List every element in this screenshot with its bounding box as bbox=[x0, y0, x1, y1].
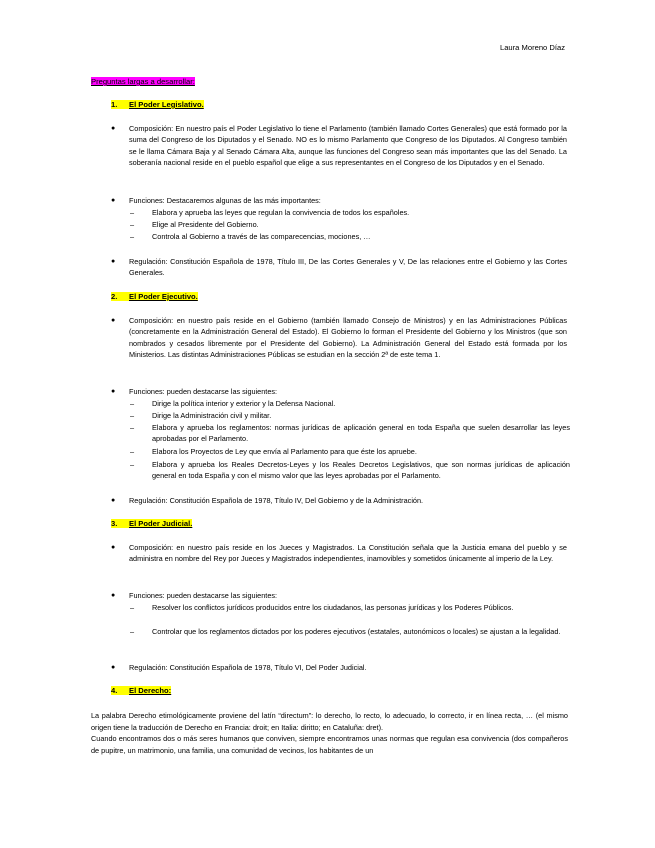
sub-item bbox=[130, 398, 570, 409]
heading-poder-judicial bbox=[111, 519, 192, 528]
bullet-regulacion bbox=[111, 495, 567, 506]
sub-item bbox=[130, 219, 570, 230]
bullet-text: Regulación: Constitución Española de 1978, Título III, De las Cortes Generales y V, De las relaciones entre el Gobierno y las Cortes Generales. bbox=[129, 257, 567, 278]
heading-highlight bbox=[111, 292, 198, 301]
sub-item-text: Elabora y aprueba las leyes que regulan la convivencia de todos los españoles. bbox=[152, 208, 410, 217]
heading-number: 2. bbox=[111, 292, 118, 301]
heading-highlight bbox=[111, 519, 192, 528]
dash-icon: – bbox=[130, 603, 135, 612]
bullet-composicion bbox=[111, 315, 567, 361]
dash-icon: – bbox=[130, 627, 135, 636]
bullet-dot-icon: ● bbox=[111, 592, 116, 599]
heading-title: El Poder Ejecutivo. bbox=[129, 292, 198, 301]
sub-item-text: Resolver los conflictos jurídicos producidos entre los ciudadanos, las personas jurídicas y los Poderes Públicos. bbox=[152, 603, 514, 612]
dash-icon: – bbox=[130, 208, 135, 217]
dash-icon: – bbox=[130, 220, 135, 229]
sub-item-text: Elige al Presidente del Gobierno. bbox=[152, 220, 259, 229]
sub-item bbox=[130, 459, 570, 482]
heading-title: El Poder Legislativo. bbox=[129, 100, 204, 109]
sub-item-text: Controlar que los reglamentos dictados por los poderes ejecutivos (estatales, autonómicos o locales) se ajustan a la legalidad. bbox=[152, 627, 561, 636]
paragraph-derecho-etimologia: La palabra Derecho etimológicamente proviene del latín “directum”: lo derecho, lo recto, lo adecuado, lo correcto, ir en línea recta, … (el mismo origen tiene la traducción de Derecho en Francia: droit; en Italia: diritto; en Cataluña: dret). bbox=[91, 711, 568, 732]
bullet-regulacion bbox=[111, 256, 567, 279]
dash-icon: – bbox=[130, 460, 135, 469]
bullet-dot-icon: ● bbox=[111, 258, 116, 265]
dash-icon: – bbox=[130, 399, 135, 408]
sub-item-text: Elabora y aprueba los Reales Decretos-Leyes y los Reales Decretos Legislativos, que son normas jurídicas de aplicación general en toda España y con el mismo valor que las leyes aprobadas por el Parlamento. bbox=[152, 460, 570, 481]
sub-item bbox=[130, 410, 570, 421]
bullet-text: Composición: en nuestro país reside en el Gobierno (también llamado Consejo de Ministros) y en las Administraciones Públicas (concretamente en la Administración General del Estado). El Gobierno lo forman el Presidente del Gobierno y los Ministros (que son nombrados y cesados libremente por el Presidente del Gobierno). La Administración General del Estado está formada por los Ministerios. Las distintas Administraciones Públicas se estudian en la sección 2ª de este tema 1. bbox=[129, 316, 567, 360]
heading-number: 3. bbox=[111, 519, 118, 528]
sub-item bbox=[130, 207, 570, 218]
bullet-text: Funciones: pueden destacarse las siguientes: bbox=[129, 387, 278, 396]
bullet-dot-icon: ● bbox=[111, 497, 116, 504]
sub-item bbox=[130, 231, 570, 242]
sub-item-text: Dirige la Administración civil y militar. bbox=[152, 411, 272, 420]
sub-item bbox=[130, 422, 570, 445]
paragraph-derecho-convivencia: Cuando encontramos dos o más seres humanos que conviven, siempre encontramos unas normas que regulan esa convivencia (dos compañeros de pupitre, un matrimonio, una familia, una comunidad de vecinos, los habitantes de un bbox=[91, 734, 568, 755]
heading-title: El Derecho: bbox=[129, 686, 172, 695]
bullet-text: Composición: En nuestro país el Poder Legislativo lo tiene el Parlamento (también llamado Cortes Generales) que está formado por la suma del Congreso de los Diputados y el Senado. NO es lo mismo Parlamento que Congreso de los Diputados. Al Congreso también se le llama Cámara Baja y al Senado Cámara Alta, aunque las funciones del Congreso sean más importantes que las del Senado. La soberanía nacional reside en el pueblo español que elige a sus representantes en el Congreso de los Diputados y en el Senado. bbox=[129, 124, 567, 168]
sub-item-text: Controla al Gobierno a través de las comparecencias, mociones, … bbox=[152, 232, 371, 241]
section-intro-label bbox=[91, 77, 195, 86]
bullet-dot-icon: ● bbox=[111, 317, 116, 324]
bullet-text: Funciones: Destacaremos algunas de las más importantes: bbox=[129, 196, 321, 205]
intro-label-text: Preguntas largas a desarrollar: bbox=[91, 77, 195, 86]
author-name: Laura Moreno Díaz bbox=[499, 43, 565, 52]
sub-item-text: Elabora los Proyectos de Ley que envía al Parlamento para que éste los apruebe. bbox=[152, 447, 417, 456]
bullet-dot-icon: ● bbox=[111, 125, 116, 132]
bullet-funciones bbox=[111, 195, 567, 206]
heading-highlight bbox=[111, 686, 171, 695]
bullet-funciones bbox=[111, 590, 567, 601]
sub-item bbox=[130, 446, 570, 457]
dash-icon: – bbox=[130, 411, 135, 420]
sub-item bbox=[130, 602, 570, 613]
dash-icon: – bbox=[130, 447, 135, 456]
bullet-dot-icon: ● bbox=[111, 544, 116, 551]
sub-item bbox=[130, 626, 570, 637]
bullet-regulacion bbox=[111, 662, 567, 673]
heading-poder-legislativo bbox=[111, 100, 204, 109]
dash-icon: – bbox=[130, 232, 135, 241]
bullet-dot-icon: ● bbox=[111, 388, 116, 395]
heading-title: El Poder Judicial. bbox=[129, 519, 193, 528]
bullet-text: Funciones: pueden destacarse las siguientes: bbox=[129, 591, 278, 600]
bullet-funciones bbox=[111, 386, 567, 397]
sub-item-text: Dirige la política interior y exterior y la Defensa Nacional. bbox=[152, 399, 336, 408]
bullet-dot-icon: ● bbox=[111, 197, 116, 204]
heading-poder-ejecutivo bbox=[111, 292, 198, 301]
dash-icon: – bbox=[130, 423, 135, 432]
heading-derecho bbox=[111, 686, 171, 695]
bullet-composicion bbox=[111, 542, 567, 565]
sub-item-text: Elabora y aprueba los reglamentos: normas jurídicas de aplicación general en toda España que suelen desarrollar las leyes aprobadas por el Parlamento. bbox=[152, 423, 570, 444]
bullet-text: Composición: en nuestro país reside en los Jueces y Magistrados. La Constitución señala que la Justicia emana del pueblo y se administra en nombre del Rey por Jueces y Magistrados independientes, inamovibles y sometidos únicamente al imperio de la Ley. bbox=[129, 543, 567, 564]
bullet-text: Regulación: Constitución Española de 1978, Título IV, Del Gobierno y de la Administración. bbox=[129, 496, 424, 505]
heading-highlight bbox=[111, 100, 204, 109]
bullet-text: Regulación: Constitución Española de 1978, Título VI, Del Poder Judicial. bbox=[129, 663, 367, 672]
heading-number: 4. bbox=[111, 686, 118, 695]
bullet-dot-icon: ● bbox=[111, 664, 116, 671]
heading-number: 1. bbox=[111, 100, 118, 109]
bullet-composicion bbox=[111, 123, 567, 169]
